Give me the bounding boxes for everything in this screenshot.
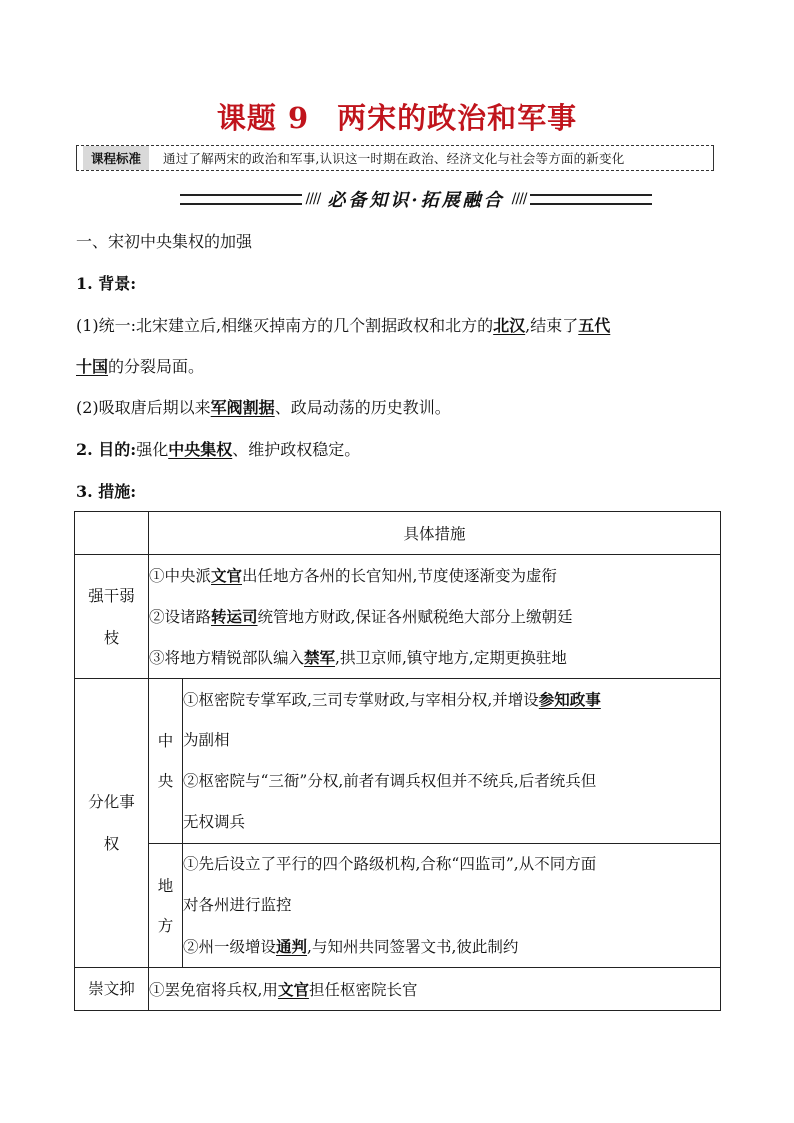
background-item1-line1: (1)统一:北宋建立后,相继灭掉南方的几个割据政权和北方的北汉,结束了五代 [76,316,611,335]
list-item: ②设诸路转运司统管地方财政,保证各州赋税绝大部分上缴朝廷 [149,607,573,626]
key-term: 文官 [277,979,309,999]
table-header: 具体措施 [149,512,721,555]
section-heading: 一、宋初中央集权的加强 [76,232,253,251]
list-item-continued: 无权调兵 [183,813,246,831]
curriculum-standard-label: 课程标准 [83,146,149,170]
page-title [0,96,794,137]
key-term: 文官 [211,566,243,585]
category-strong-trunk: 强干弱 枝 [75,555,149,679]
table-header-row [75,512,721,555]
list-item: ③将地方精锐部队编入禁军,拱卫京师,镇守地方,定期更换驻地 [149,648,567,667]
banner-left-rule [180,194,302,205]
banner-right-hatch: //// [511,191,527,207]
curriculum-standard-text: 通过了解两宋的政治和军事,认识这一时期在政治、经济文化与社会等方面的新变化 [163,151,625,166]
subcategory-central: 中 央 [149,679,183,844]
key-term: 十国 [76,357,109,376]
key-term: 军阀割据 [210,398,275,417]
background-item1-line2: 十国的分裂局面。 [76,357,205,376]
lesson-title: 两宋的政治和军事 [337,101,578,135]
list-item-continued: 为副相 [183,731,230,749]
key-term: 参知政事 [538,690,601,709]
table-header-blank [75,512,149,555]
list-item: ①先后设立了平行的四个路级机构,合称“四监司”,从不同方面 [183,855,597,873]
background-item2: (2)吸取唐后期以来军阀割据、政局动荡的历史教训。 [76,398,451,417]
measures-table [74,511,721,1011]
key-term: 北汉 [493,316,526,335]
measures-label: 3. 措施: [76,482,137,501]
background-label: 1. 背景: [76,274,137,293]
banner-left-hatch: //// [305,191,321,207]
lesson-number: 课题 9 [216,101,310,135]
table-row [75,844,721,968]
list-item: ①中央派文官出任地方各州的长官知州,节度使逐渐变为虚衔 [149,566,557,585]
curriculum-standard-box [76,145,714,171]
banner-right-rule [530,194,652,205]
list-item: ②州一级增设通判,与知州共同签署文书,彼此制约 [183,937,519,956]
strong-trunk-measures [149,555,721,679]
table-row [75,968,721,1011]
section-banner [180,184,652,214]
key-term: 禁军 [304,648,336,667]
key-term: 中央集权 [168,440,233,459]
local-measures [183,844,721,968]
central-measures [183,679,721,844]
category-divide-power: 分化事 权 [75,679,149,968]
key-term: 转运司 [211,607,258,626]
purpose-label: 2. 目的: [76,440,137,459]
civil-measures [149,968,721,1011]
subcategory-local: 地 方 [149,844,183,968]
list-item: ①罢免宿将兵权,用文官担任枢密院长官 [149,979,418,999]
category-civil-over-military: 崇文抑 [75,968,149,1011]
list-item: ①枢密院专掌军政,三司专掌财政,与宰相分权,并增设参知政事 [183,690,601,709]
key-term: 五代 [578,316,611,335]
table-row [75,555,721,679]
key-term: 通判 [276,937,308,956]
table-row [75,679,721,844]
purpose-line: 2. 目的:强化中央集权、维护政权稳定。 [76,440,361,459]
list-item: ②枢密院与“三衙”分权,前者有调兵权但并不统兵,后者统兵但 [183,772,597,790]
list-item-continued: 对各州进行监控 [183,896,292,914]
banner-text: 必备知识·拓展融合 [327,190,505,211]
